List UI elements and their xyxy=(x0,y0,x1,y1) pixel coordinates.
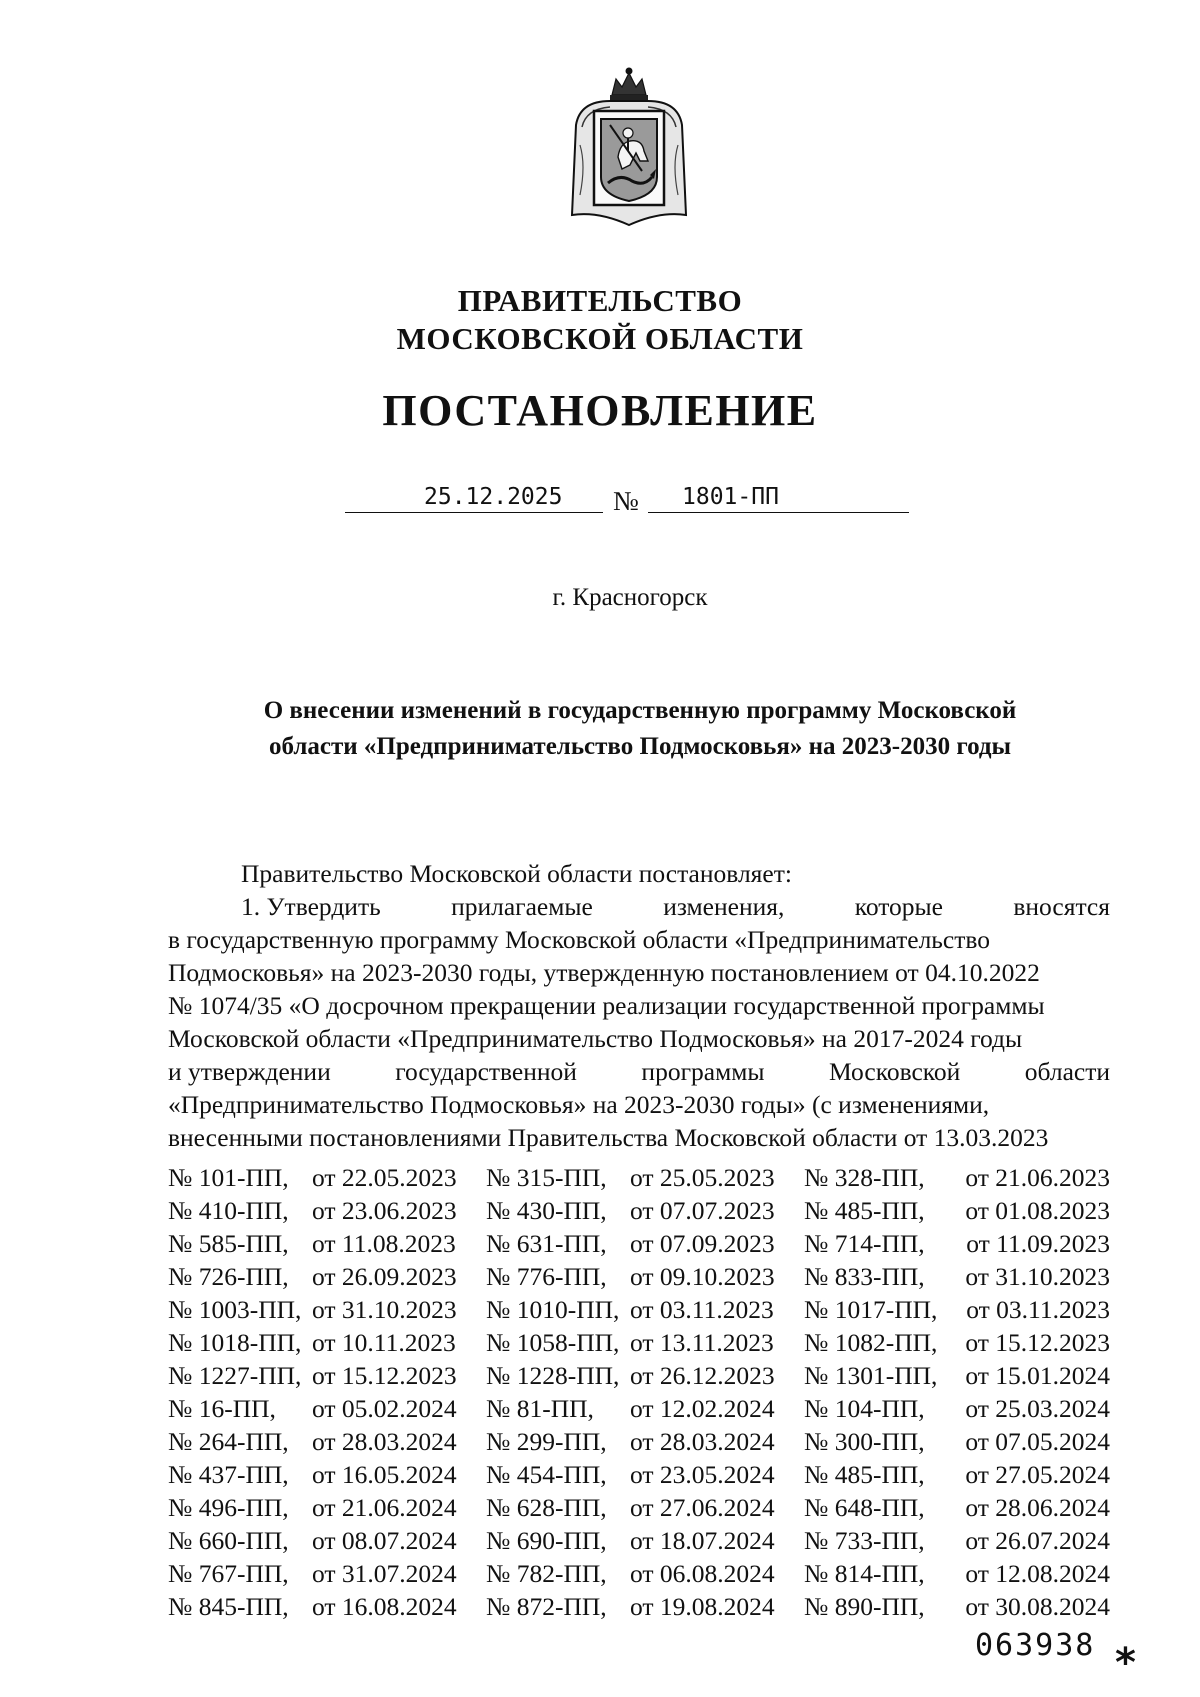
act-number: № 1228-ПП, xyxy=(486,1361,620,1390)
act-date: от 28.03.2024 xyxy=(312,1427,457,1456)
document-title xyxy=(160,693,1120,765)
act-date: от 26.12.2023 xyxy=(630,1361,775,1390)
act-date: от 27.06.2024 xyxy=(630,1493,775,1522)
act-date: от 25.03.2024 xyxy=(965,1394,1110,1423)
act-date: от 25.05.2023 xyxy=(630,1163,775,1192)
act-date: от 09.10.2023 xyxy=(630,1262,775,1291)
act-date: от 13.11.2023 xyxy=(630,1328,774,1357)
act-date: от 23.05.2024 xyxy=(630,1460,775,1489)
act-number: № 328-ПП, xyxy=(804,1163,925,1192)
act-date: от 19.08.2024 xyxy=(630,1592,775,1621)
document-date: 25.12.2025 xyxy=(424,484,563,510)
word: которые xyxy=(854,892,943,921)
act-number: № 660-ПП, xyxy=(168,1526,289,1555)
act-number: № 833-ПП, xyxy=(804,1262,925,1291)
act-number: № 714-ПП, xyxy=(804,1229,925,1258)
word: и утверждении xyxy=(168,1057,331,1086)
paragraph1-line3: Подмосковья» на 2023-2030 годы, утвержденную постановлением от 04.10.2022 xyxy=(168,958,1040,987)
act-date: от 05.02.2024 xyxy=(312,1394,457,1423)
act-date: от 21.06.2024 xyxy=(312,1493,457,1522)
act-number: № 1301-ПП, xyxy=(804,1361,938,1390)
org-name-line1: ПРАВИТЕЛЬСТВО xyxy=(457,283,743,318)
act-number: № 890-ПП, xyxy=(804,1592,925,1621)
act-date: от 10.11.2023 xyxy=(312,1328,456,1357)
act-date: от 08.07.2024 xyxy=(312,1526,457,1555)
act-number: № 81-ПП, xyxy=(486,1394,594,1423)
act-date: от 11.09.2023 xyxy=(966,1229,1110,1258)
title-line2: области «Предпринимательство Подмосковья» на 2023-2030 годы xyxy=(268,733,1012,760)
act-number: № 300-ПП, xyxy=(804,1427,925,1456)
act-number: № 1018-ПП, xyxy=(168,1328,302,1357)
act-number: № 767-ПП, xyxy=(168,1559,289,1588)
amending-acts-row xyxy=(168,1491,1110,1524)
word: прилагаемые xyxy=(451,892,593,921)
amending-acts-row xyxy=(168,1359,1110,1392)
act-number: № 104-ПП, xyxy=(804,1394,925,1423)
act-number: № 631-ПП, xyxy=(486,1229,607,1258)
act-date: от 03.11.2023 xyxy=(966,1295,1110,1324)
word: вносятся xyxy=(1013,892,1110,921)
act-date: от 15.12.2023 xyxy=(965,1328,1110,1357)
act-date: от 31.07.2024 xyxy=(312,1559,457,1588)
act-date: от 06.08.2024 xyxy=(630,1559,775,1588)
act-date: от 16.05.2024 xyxy=(312,1460,457,1489)
act-number: № 454-ПП, xyxy=(486,1460,607,1489)
word: государственной xyxy=(395,1057,577,1086)
amending-acts-row xyxy=(168,1425,1110,1458)
paragraph1-line1 xyxy=(168,890,1110,923)
act-date: от 31.10.2023 xyxy=(965,1262,1110,1291)
act-number: № 845-ПП, xyxy=(168,1592,289,1621)
act-number: № 485-ПП, xyxy=(804,1460,925,1489)
act-number: № 1227-ПП, xyxy=(168,1361,302,1390)
act-date: от 15.01.2024 xyxy=(965,1361,1110,1390)
document-number: 1801-ПП xyxy=(682,484,779,510)
paragraph1-line4: № 1074/35 «О досрочном прекращении реализации государственной программы xyxy=(168,991,1045,1020)
registration-number: 063938 xyxy=(975,1628,1096,1663)
number-underline xyxy=(648,512,909,513)
amending-acts-row xyxy=(168,1194,1110,1227)
coat-of-arms-icon xyxy=(570,65,688,233)
amending-acts-row xyxy=(168,1326,1110,1359)
act-number: № 726-ПП, xyxy=(168,1262,289,1291)
word: области xyxy=(1024,1057,1110,1086)
amending-acts-row xyxy=(168,1227,1110,1260)
act-date: от 28.06.2024 xyxy=(965,1493,1110,1522)
amending-acts-row xyxy=(168,1458,1110,1491)
act-date: от 16.08.2024 xyxy=(312,1592,457,1621)
org-name-line2: МОСКОВСКОЙ ОБЛАСТИ xyxy=(396,321,804,356)
act-number: № 101-ПП, xyxy=(168,1163,289,1192)
act-date: от 07.05.2024 xyxy=(965,1427,1110,1456)
word: 1. Утвердить xyxy=(241,892,381,921)
act-number: № 16-ПП, xyxy=(168,1394,276,1423)
amending-acts-row xyxy=(168,1260,1110,1293)
act-number: № 430-ПП, xyxy=(486,1196,607,1225)
amending-acts-row xyxy=(168,1161,1110,1194)
act-date: от 26.09.2023 xyxy=(312,1262,457,1291)
act-date: от 23.06.2023 xyxy=(312,1196,457,1225)
paragraph1-line2: в государственную программу Московской области «Предпринимательство xyxy=(168,925,991,954)
act-date: от 15.12.2023 xyxy=(312,1361,457,1390)
act-number: № 776-ПП, xyxy=(486,1262,607,1291)
paragraph1-line5: Московской области «Предпринимательство Подмосковья» на 2017-2024 годы xyxy=(168,1024,1023,1053)
act-date: от 28.03.2024 xyxy=(630,1427,775,1456)
asterisk-mark: * xyxy=(1115,1640,1136,1686)
amending-acts-row xyxy=(168,1590,1110,1623)
act-number: № 496-ПП, xyxy=(168,1493,289,1522)
act-number: № 410-ПП, xyxy=(168,1196,289,1225)
act-number: № 299-ПП, xyxy=(486,1427,607,1456)
act-number: № 648-ПП, xyxy=(804,1493,925,1522)
act-date: от 03.11.2023 xyxy=(630,1295,774,1324)
amending-acts-list xyxy=(168,1161,1110,1623)
act-number: № 872-ПП, xyxy=(486,1592,607,1621)
paragraph1-line7: «Предпринимательство Подмосковья» на 2023-2030 годы» (с изменениями, xyxy=(168,1090,990,1119)
act-number: № 437-ПП, xyxy=(168,1460,289,1489)
act-number: № 1058-ПП, xyxy=(486,1328,620,1357)
act-date: от 01.08.2023 xyxy=(965,1196,1110,1225)
amending-acts-row xyxy=(168,1392,1110,1425)
act-date: от 27.05.2024 xyxy=(965,1460,1110,1489)
act-date: от 31.10.2023 xyxy=(312,1295,457,1324)
document-type: ПОСТАНОВЛЕНИЕ xyxy=(382,386,818,435)
number-sign: № xyxy=(613,486,639,516)
paragraph1-line6 xyxy=(168,1055,1110,1088)
act-date: от 12.02.2024 xyxy=(630,1394,775,1423)
act-date: от 07.09.2023 xyxy=(630,1229,775,1258)
act-number: № 315-ПП, xyxy=(486,1163,607,1192)
act-number: № 1003-ПП, xyxy=(168,1295,302,1324)
act-number: № 485-ПП, xyxy=(804,1196,925,1225)
word: изменения, xyxy=(663,892,785,921)
preamble: Правительство Московской области постановляет: xyxy=(241,859,792,888)
act-number: № 782-ПП, xyxy=(486,1559,607,1588)
date-underline xyxy=(345,512,603,513)
act-date: от 12.08.2024 xyxy=(965,1559,1110,1588)
word: программы xyxy=(641,1057,765,1086)
paragraph1-line8: внесенными постановлениями Правительства Московской области от 13.03.2023 xyxy=(168,1123,1049,1152)
act-number: № 628-ПП, xyxy=(486,1493,607,1522)
title-line1: О внесении изменений в государственную программу Московской xyxy=(263,697,1017,724)
amending-acts-row xyxy=(168,1524,1110,1557)
body-text xyxy=(168,857,1110,1154)
act-date: от 18.07.2024 xyxy=(630,1526,775,1555)
amending-acts-row xyxy=(168,1293,1110,1326)
act-number: № 585-ПП, xyxy=(168,1229,289,1258)
act-number: № 690-ПП, xyxy=(486,1526,607,1555)
act-number: № 1017-ПП, xyxy=(804,1295,938,1324)
act-date: от 30.08.2024 xyxy=(965,1592,1110,1621)
act-number: № 733-ПП, xyxy=(804,1526,925,1555)
document-city: г. Красногорск xyxy=(552,584,708,611)
act-date: от 11.08.2023 xyxy=(312,1229,456,1258)
act-date: от 26.07.2024 xyxy=(965,1526,1110,1555)
act-date: от 07.07.2023 xyxy=(630,1196,775,1225)
act-number: № 264-ПП, xyxy=(168,1427,289,1456)
act-date: от 22.05.2023 xyxy=(312,1163,457,1192)
act-number: № 814-ПП, xyxy=(804,1559,925,1588)
act-number: № 1082-ПП, xyxy=(804,1328,938,1357)
word: Московской xyxy=(828,1057,961,1086)
act-number: № 1010-ПП, xyxy=(486,1295,620,1324)
amending-acts-row xyxy=(168,1557,1110,1590)
act-date: от 21.06.2023 xyxy=(965,1163,1110,1192)
